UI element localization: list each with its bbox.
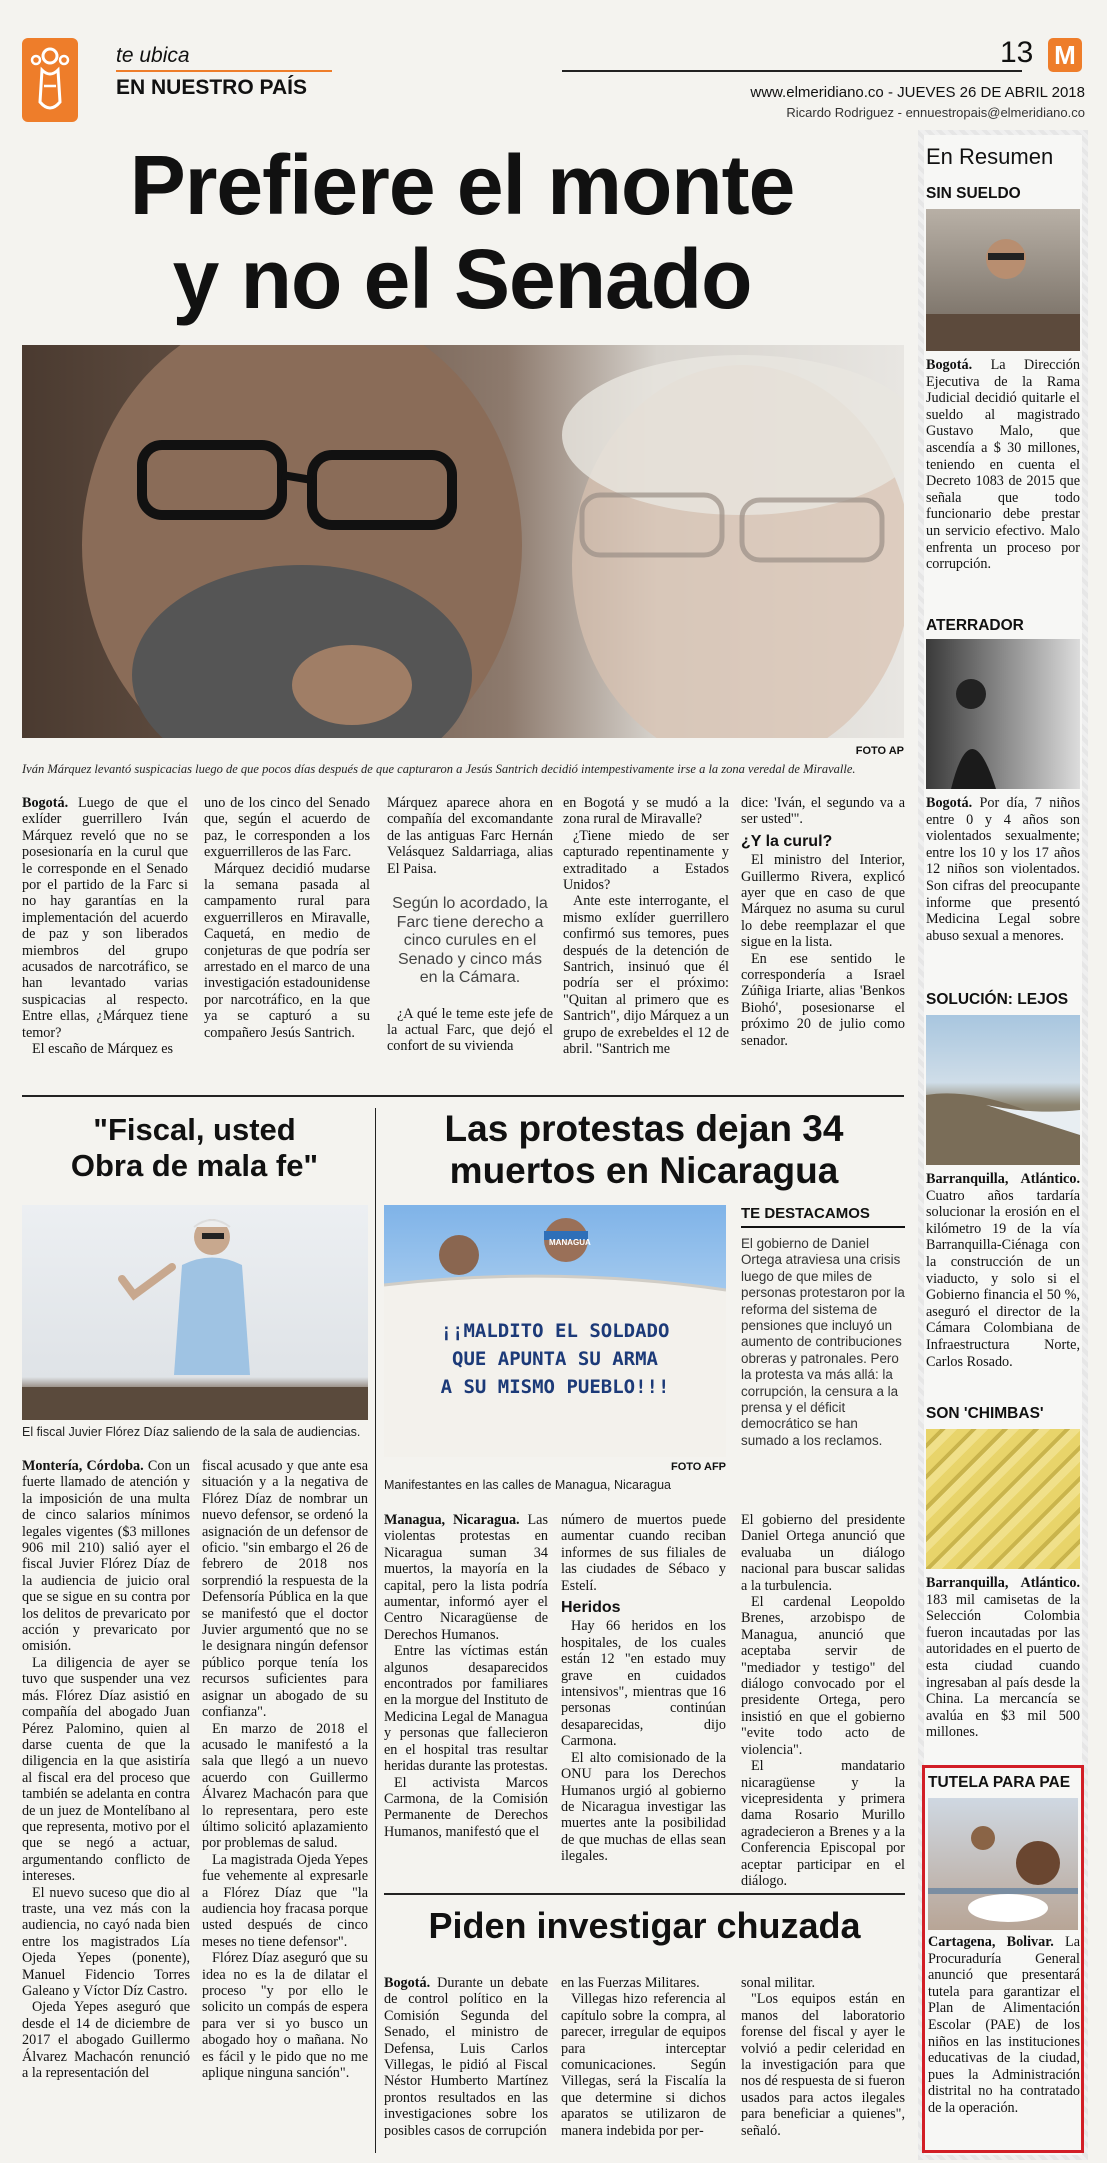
headline-line-1: Prefiere el monte [129,138,795,232]
nicaragua-photo [384,1205,726,1457]
section-top-label: te ubica [116,44,190,67]
fiscal-col-1: Montería, Córdoba. Con un fuerte llamado de atención y la imposición de una multa de cinco salarios mínimos legales vigentes ($3 millones 906 mil 210) salió ayer el fiscal Juvier Flórez Díaz de la audiencia de juicio oral que se sigue en su contra por los delitos de prevaricato por acción y prevaricato por omisión. La diligencia de ayer se tuvo que suspender una vez más. Flórez Díaz asistió en compañía del abogado Juan Pérez Palomino, quien al darse cuenta de que la diligencia en la que asistiría al fiscal era del proceso que también se adelanta en contra de un juez de Montelíbano al que representa, motivo por el que se negó a actuar, argumentando conflicto de intereses. El nuevo suceso que dio al traste, una vez más con la audiencia, no cayó nada bien entre los magistrados Lía Ojeda Yepes (ponente), Manuel Fidencio Torres Galeano y Víctor Díz Castro. Ojeda Yepes aseguró que desde el 14 de diciembre de 2017 el abogado Guillermo Álvarez Machacón renunció a la representación del [22,1458,190,2082]
sidebar-photo-coast [926,1015,1080,1165]
fiscal-headline: "Fiscal, usted Obra de mala fe" [70,1112,319,1183]
dateline: Bogotá. [22,795,69,811]
pull-quote: Según lo acordado, la Farc tiene derecho a cinco curules en el Senado y cinco más en la Cámara. [392,895,548,987]
header-rule [562,70,1022,72]
sidebar-photo-shirts [926,1429,1080,1569]
chuzada-rule [384,1893,905,1895]
chuzada-col-3: sonal militar. "Los equipos están en manos del laboratorio forense del fiscal y ayer le volvió a pedir celeridad en la investigación para que nos dé respuesta de si fueron usados para actos ilegales para beneficiar a quienes", señaló. [741,1975,905,2139]
main-col-4: en Bogotá y se mudó a la zona rural de Miravalle? ¿Tiene miedo de ser capturado repentinamente y extraditado a Estados Unidos? Ante este interrogante, el mismo exlíder guerrillero confirmó sus temores, pues después de la detención de Santrich, insinuó que él podría ser el próximo: "Quitan al primero que es Santrich", dijo Márquez a un grupo de exrebeldes el 12 de abril. "Santrich me [563,795,729,1058]
highlight-box: TUTELA PARA PAE Cartagena, Bolivar. La Procuraduría General anunció que presentará tutela para garantizar el Plan de Alimentación Escolar (PAE) de los niños en las instituciones educativas de la ciudad, pues la Administración distrital no ha contratado de la operación. [922,1765,1084,2153]
banner-tag: MANAGUA [549,1238,591,1247]
destacamos-text: El gobierno de Daniel Ortega atraviesa una crisis luego de que miles de personas protestaron por la reforma del sistema de pensiones que incluyó un aumento de contribuciones obreras y patronales. Pero la protesta va más allá: la corrupción, la censura a la prensa y el déficit democrático se han sumado a los reclamos. [741,1236,905,1448]
nicaragua-photo-caption: Manifestantes en las calles de Managua, Nicaragua [384,1478,671,1492]
sidebar-item-title: TUTELA PARA PAE [928,1774,1071,1791]
ubica-icon [22,38,78,122]
site-date: www.elmeridiano.co - JUEVES 26 DE ABRIL 2018 [750,84,1085,101]
main-col-3: Márquez aparece ahora en compañía del excomandante de las antiguas Farc Hernán Velásquez Saldarriaga, alias El Paisa. Según lo acordado, la Farc tiene derecho a cinco curules en el Senado y cinco más en la Cámara. ¿A qué le teme este jefe de la actual Farc, que dejó el confort de su vivienda [387,795,553,1055]
sidebar-photo-school [928,1798,1078,1930]
nicaragua-col-1: Managua, Nicaragua. Las violentas protestas en Nicaragua suman 34 muertos, la mayoría en la capital, pero la lista podría aumentar, informó ayer el Centro Nicaragüense de Derechos Humanos. Entre las víctimas están algunos desaparecidos encontrados por familiares en la morgue del Instituto de Medicina Legal de Managua y personas que fallecieron en el hospital tras resultar heridas durante las protestas. El activista Marcos Carmona, de la Comisión Permanente de Derechos Humanos, manifestó que el [384,1512,548,1840]
headline-line-2: y no el Senado [172,232,752,326]
chuzada-headline: Piden investigar chuzada [428,1905,861,1946]
nicaragua-photo-credit: FOTO AFP [671,1461,726,1473]
fiscal-col-2: fiscal acusado y que ante esa situación y a la negativa de Flórez Díaz de nombrar un nuevo defensor, se ordenó la asignación de un defensor de oficio. "sin embargo el 26 de febrero de 2018 nos sorprendió la respuesta de la Defensoría Pública en la que se manifestó que el doctor Juvier argumentó que no se le designara ningún defensor público porque tenía los recursos suficientes para asignar un abogado de su confianza". En marzo de 2018 el acusado le manifestó a la sala que llegó a un nuevo acuerdo con Guillermo Álvarez Machacón para que lo representara, pero este último solicitó aplazamiento por problemas de salud. La magistrada Ojeda Yepes fue vehemente al expresarle a Flórez Díaz que "la audiencia hoy fracasa porque usted después de cinco meses no tiene defensor". Flórez Díaz aseguró que su idea no es la de dilatar el proceso "y por ello le solicito un compás de espera para ver si yo busco un abogado hoy o mañana. No es fácil y le pido que no me aplique ninguna sanción". [202,1458,368,2082]
subhead: ¿Y la curul? [741,832,833,850]
sidebar: En Resumen SIN SUELDO Bogotá. La Dirección Ejecutiva de la Rama Judicial decidió quitarle el sueldo al magistrado Gustavo Malo, que ascendía a $ 30 millones, teniendo en cuenta el Decreto 1083 de 2015 que señala que todo funcionario debe prestar un servicio efectivo. Malo enfrenta un proceso por corrupción. ATERRADOR Bogotá. Por día, 7 niños entre 0 y 4 años son violentados sexualmente; entre los 10 y los 17 años 12 niños son violentados. Son cifras del preocupante informe que presentó Medicina Legal sobre abuso sexual a menores. SOLUCIÓN: LEJOS Barranquilla, Atlántico. Cuatro años tardaría solucionar la erosión en el kilómetro 19 de la vía Barranquilla-Ciénaga con la construcción de un viaducto, y solo si el Gobierno financia el 50 %, aseguró el director de la Cámara Colombiana de Infraestructura Norte, Carlos Rosado. SON 'CHIMBAS' Barranquilla, Atlántico. 183 mil camisetas de la Selección Colombia fueron incautadas por las autoridades en el puerto de esta ciudad cuando ingresaban al país desde la China. La mercancía se avalúa en $3 mil 500 millones. TUTELA PARA PAE Cartagena, Bolivar. La Procuraduría General anunció que presentará tutela para garantizar el Plan de Alimentación Escolar (PAE) de los niños en las instituciones educativas de la ciudad, pues la Administración distrital no ha contratado de la operación. [924,135,1082,2155]
main-photo [22,345,904,738]
sidebar-title: En Resumen [926,144,1054,169]
nicaragua-col-3: El gobierno del presidente Daniel Ortega anunció que evaluaba un diálogo nacional para buscar salidas a la turbulencia. El cardenal Leopoldo Brenes, arzobispo de Managua, anunció que aceptaba servir de "mediador y testigo" del diálogo convocado por el presidente Ortega, pero insistió en que el gobierno "evite todo acto de violencia". El mandatario nicaragüense y la vicepresidenta y primera dama Rosario Murillo agradecieron a Brenes y a la Conferencia Episcopal por aceptar participar en el diálogo. [741,1512,905,1889]
logo-m: M [1048,38,1082,72]
fiscal-photo-caption: El fiscal Juvier Flórez Díaz saliendo de la sala de audiencias. [22,1425,361,1439]
sidebar-photo-child [926,639,1080,789]
main-headline [22,138,902,326]
fiscal-photo [22,1205,368,1420]
section-divider [22,1095,904,1097]
destacamos-box [741,1205,905,1449]
sidebar-photo-magistrate [926,209,1080,351]
section-underline [116,70,332,72]
sidebar-item-title: SIN SUELDO [926,185,1021,202]
sidebar-item-title: ATERRADOR [926,617,1024,634]
protest-banner-text: ¡¡MALDITO EL SOLDADO QUE APUNTA SU ARMA A SU MISMO PUEBLO!!! [440,1320,670,1398]
byline: Ricardo Rodriguez - ennuestropais@elmeridiano.co [786,105,1085,120]
main-photo-credit: FOTO AP [855,745,904,757]
sidebar-item-title: SOLUCIÓN: LEJOS [926,991,1069,1008]
main-photo-caption: Iván Márquez levantó suspicacias luego de que pocos días después de que capturaron a Jesús Santrich decidió intempestivamente irse a la zona veredal de Miravalle. [22,762,856,776]
subhead: Heridos [561,1599,621,1617]
destacamos-title: TE DESTACAMOS [741,1205,905,1228]
section-logo [22,38,78,122]
nicaragua-headline: Las protestas dejan 34 muertos en Nicaragua [444,1108,844,1191]
chuzada-col-2: en las Fuerzas Militares. Villegas hizo referencia al capítulo sobre la compra, al parecer, irregular de equipos para interceptar comunicaciones. Según Villegas, será la Fiscalía la que determine si dichos aparatos se utilizaron de manera indebida por per- [561,1975,726,2139]
main-col-1: Bogotá. Luego de que el exlíder guerrillero Iván Márquez reveló que no se posesionaría en la curul que le corresponde en el Senado por el partido de la Farc si no hay garantías en la implementación del acuerdo de paz y son liberados miembros del grupo acusados de narcotráfico, se han levantado varias suspicacias al respecto. Entre ellas, ¿Márquez tiene temor? El escaño de Márquez es [22,795,188,1058]
section-main-label: EN NUESTRO PAÍS [116,76,307,99]
vertical-divider [375,1108,376,2153]
page-number: 13 [1000,36,1034,69]
chuzada-col-1: Bogotá. Durante un debate de control político en la Comisión Segunda del Senado, el ministro de Defensa, Luis Carlos Villegas, le pidió al Fiscal Néstor Humberto Martínez prontos resultados en las investigaciones sobre los posibles casos de corrupción [384,1975,548,2139]
main-col-5: dice: 'Iván, el segundo va a ser usted'". ¿Y la curul? El ministro del Interior, Guillermo Rivera, explicó ayer que en caso de que Márquez no asuma su curul lo debe reemplazar el que sigue en la lista. En ese sentido le correspondería a Israel Zúñiga Iriarte, alias 'Benkos Biohó', posesionarse el próximo 20 de julio como senador. [741,795,905,1049]
nicaragua-col-2: número de muertos puede aumentar cuando reciban informes de sus filiales de las ciudades de Sébaco y Estelí. Heridos Hay 66 heridos en los hospitales, de los cuales están 12 "en estado muy grave en cuidados intensivos", mientras que 16 personas continúan desaparecidas, dijo Carmona. El alto comisionado de la ONU para los Derechos Humanos urgió al gobierno de Nicaragua investigar las muertes ante la posibilidad de que muchas de ellas sean ilegales. [561,1512,726,1865]
main-col-2: uno de los cinco del Senado que, según el acuerdo de paz, le corresponden a los exguerrilleros de las Farc. Márquez decidió mudarse la semana pasada al campamento rural para exguerrilleros en Miravalle, Caquetá, en medio de conjeturas de que podría ser arrestado en el marco de una investigación estadounidense por narcotráfico, en la que ya se capturó a su compañero Jesús Santrich. [204,795,370,1041]
sidebar-item-title: SON 'CHIMBAS' [926,1405,1044,1422]
